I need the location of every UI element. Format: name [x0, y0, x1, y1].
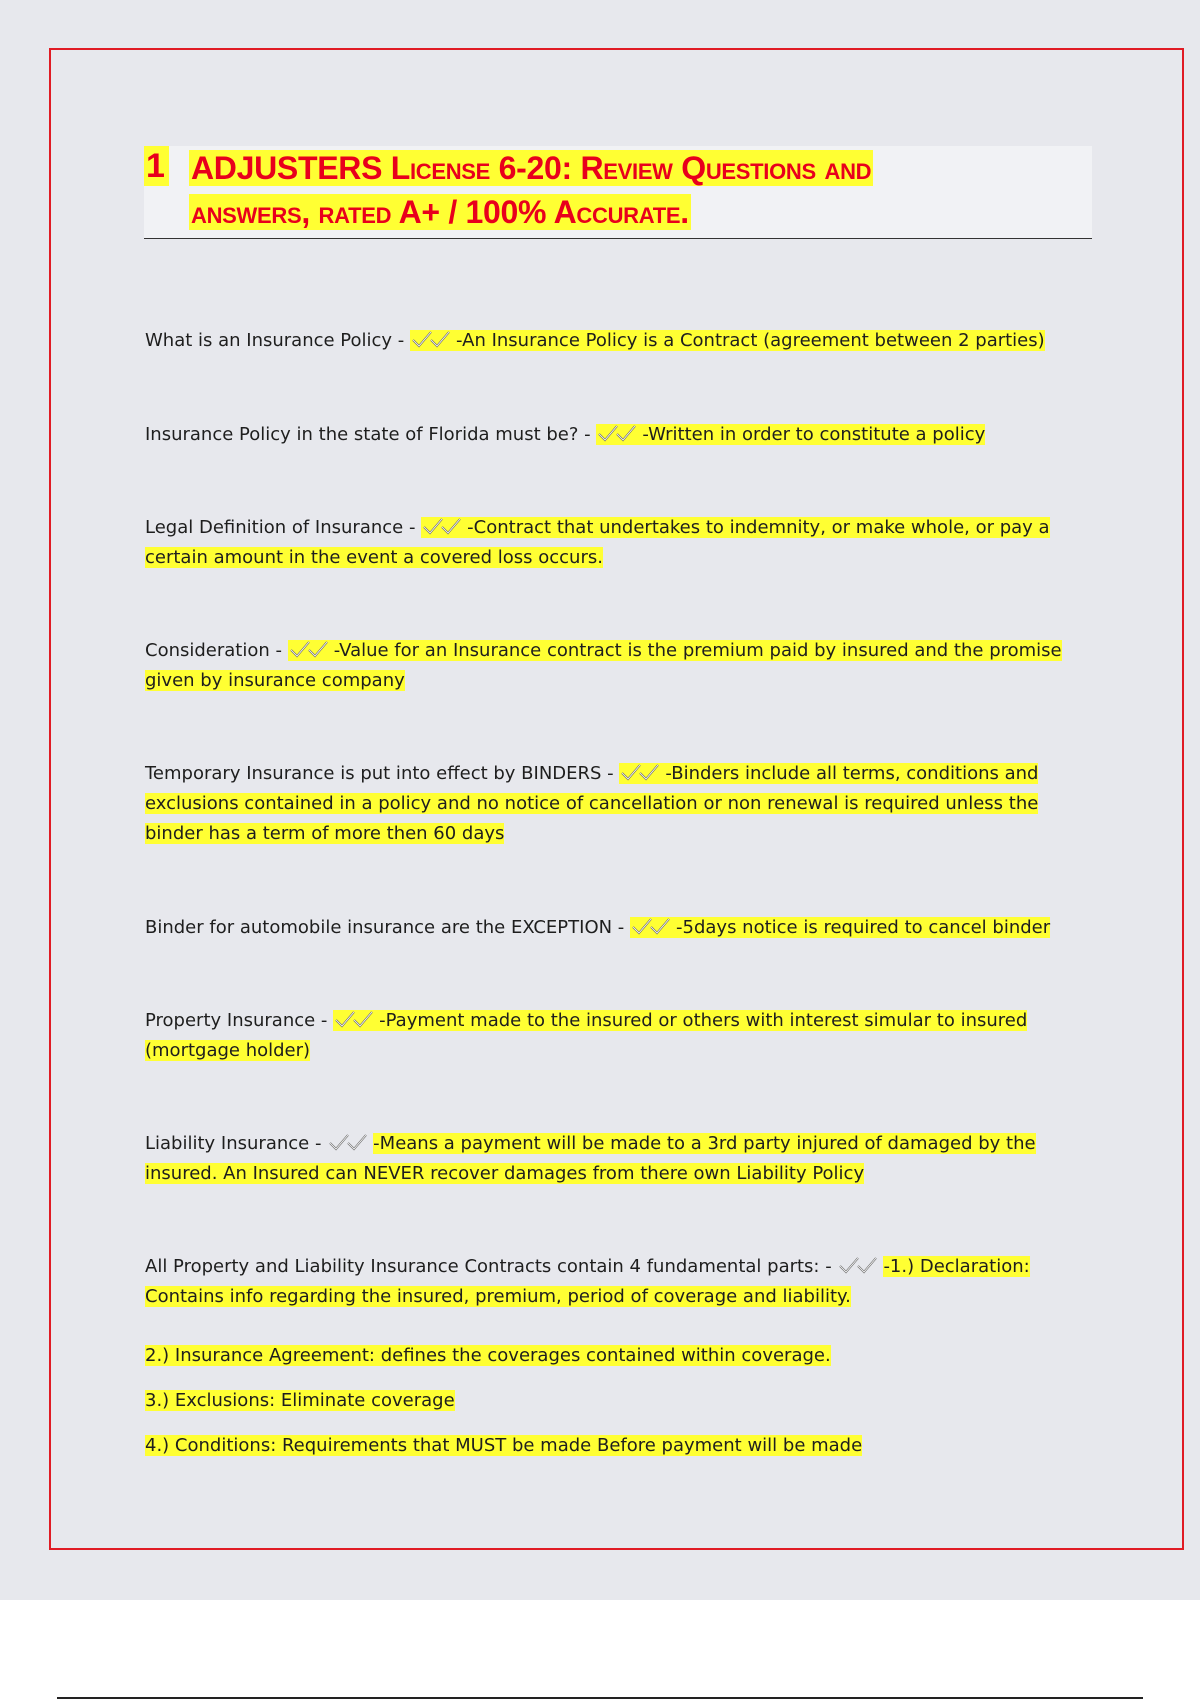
part-item [145, 1341, 1065, 1371]
double-check-icon [597, 423, 641, 443]
part-text: 2.) Insurance Agreement: defines the coverages contained within coverage. [145, 1345, 831, 1366]
footer-rule [57, 1697, 1143, 1699]
answer-text: -5days notice is required to cancel binder [676, 917, 1051, 938]
double-check-icon [289, 639, 333, 659]
answer-text: -1.) Declaration: Contains info regarding the insured, premium, period of coverage and liability. [145, 1256, 1030, 1307]
question-text: Legal Definition of Insurance - [145, 517, 422, 538]
answer-text: -Payment made to the insured or others with interest simular to insured (mortgage holder) [145, 1010, 1028, 1061]
heading-number: 1 [144, 146, 169, 186]
double-check-icon [411, 329, 455, 349]
qa-item [145, 1129, 1065, 1189]
page-footer-area [0, 1600, 1200, 1700]
double-check-icon [334, 1009, 378, 1029]
question-text: Property Insurance - [145, 1010, 334, 1031]
double-check-icon [631, 916, 675, 936]
question-text: Insurance Policy in the state of Florida must be? - [145, 424, 597, 445]
double-check-icon [838, 1255, 882, 1275]
question-text: Temporary Insurance is put into effect by BINDERS - [145, 763, 620, 784]
document-title [144, 146, 1092, 239]
double-check-icon [620, 762, 664, 782]
question-text: Liability Insurance - [145, 1133, 328, 1154]
double-check-icon [422, 516, 466, 536]
qa-item [145, 513, 1065, 573]
qa-item [145, 913, 1065, 943]
answer-text: -Value for an Insurance contract is the premium paid by insured and the promise given by insurance company [145, 640, 1062, 691]
heading-text [189, 146, 1069, 234]
heading-line-2: answers, rated A+ / 100% Accurate. [191, 194, 689, 230]
question-text: What is an Insurance Policy - [145, 330, 411, 351]
heading-line-1: ADJUSTERS License 6-20: Review Questions and [191, 150, 872, 186]
part-item [145, 1386, 1065, 1416]
qa-item [145, 759, 1065, 849]
double-check-icon [328, 1132, 372, 1152]
question-text: Consideration - [145, 640, 288, 661]
part-text: 4.) Conditions: Requirements that MUST be made Before payment will be made [145, 1435, 863, 1456]
qa-item [145, 636, 1065, 696]
question-text: Binder for automobile insurance are the EXCEPTION - [145, 917, 631, 938]
qa-item [145, 1252, 1065, 1312]
answer-text: -An Insurance Policy is a Contract (agreement between 2 parties) [456, 330, 1045, 351]
part-item [145, 1431, 1065, 1461]
qa-item [145, 326, 1065, 356]
answer-text: -Means a payment will be made to a 3rd party injured of damaged by the insured. An Insured can NEVER recover damages from there own Liability Policy [145, 1133, 1036, 1184]
part-text: 3.) Exclusions: Eliminate coverage [145, 1390, 455, 1411]
question-text: All Property and Liability Insurance Contracts contain 4 fundamental parts: - [145, 1256, 838, 1277]
answer-text: -Contract that undertakes to indemnity, or make whole, or pay a certain amount in the event a covered loss occurs. [145, 517, 1050, 568]
qa-item [145, 420, 1065, 450]
answer-text: -Written in order to constitute a policy [642, 424, 986, 445]
answer-text: -Binders include all terms, conditions and exclusions contained in a policy and no notice of cancellation or non renewal is required unless the binder has a term of more then 60 days [145, 763, 1039, 844]
qa-item [145, 1006, 1065, 1066]
